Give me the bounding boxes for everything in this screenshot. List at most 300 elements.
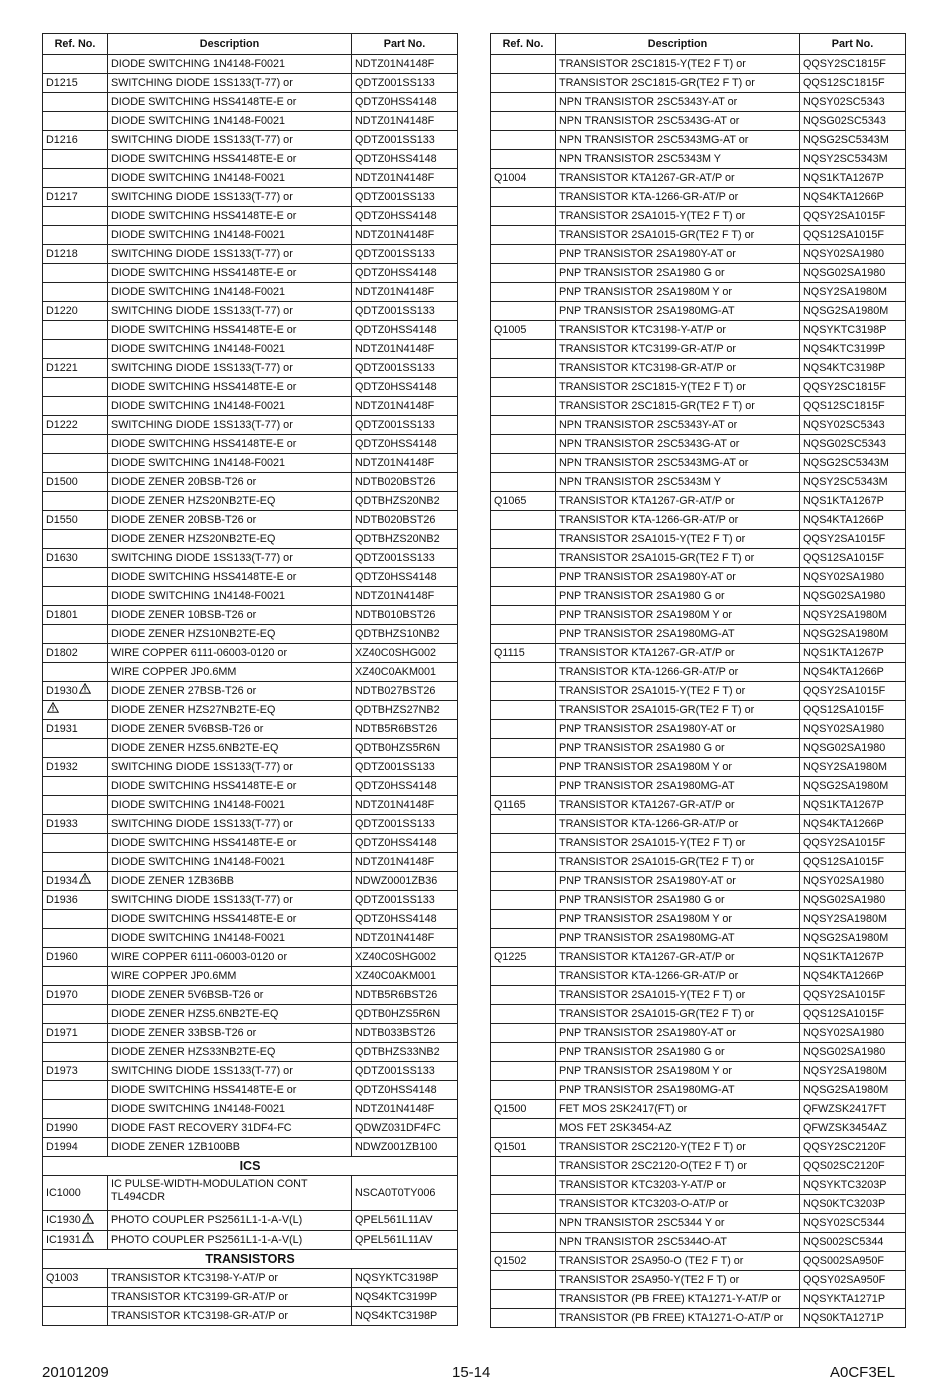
part-no-cell bbox=[800, 169, 906, 188]
description-cell bbox=[108, 549, 352, 568]
part-no-text: NQSG02SA1980 bbox=[803, 267, 886, 279]
part-no-text: QDTBHZS10NB2 bbox=[355, 628, 440, 640]
part-no-text: QQSY2SA1015F bbox=[803, 685, 886, 697]
description-cell bbox=[108, 568, 352, 587]
part-no-cell bbox=[352, 473, 458, 492]
table-row bbox=[43, 1306, 458, 1325]
description-cell bbox=[108, 1287, 352, 1306]
ref-no-text: D1973 bbox=[46, 1065, 78, 1078]
ref-no-cell bbox=[491, 1176, 556, 1195]
table-row bbox=[491, 188, 906, 207]
ref-no-cell bbox=[43, 511, 108, 530]
description-cell bbox=[556, 454, 800, 473]
description-text: NPN TRANSISTOR 2SC5343Y-AT or bbox=[559, 96, 738, 108]
description-cell bbox=[108, 188, 352, 207]
part-no-text: NDTZ01N4148F bbox=[355, 172, 435, 184]
description-text: TRANSISTOR KTA1267-GR-AT/P or bbox=[559, 799, 735, 811]
ref-no-text: Q1115 bbox=[494, 647, 525, 659]
table-row bbox=[43, 1024, 458, 1043]
part-no-cell bbox=[800, 207, 906, 226]
description-text: DIODE SWITCHING 1N4148-F0021 bbox=[111, 229, 285, 241]
description-text: TRANSISTOR KTC3198-Y-AT/P or bbox=[111, 1271, 279, 1284]
part-no-cell bbox=[800, 777, 906, 796]
ref-no-text: IC1930 bbox=[46, 1214, 81, 1227]
part-no-cell bbox=[800, 492, 906, 511]
description-cell bbox=[108, 416, 352, 435]
description-text: SWITCHING DIODE 1SS133(T-77) or bbox=[111, 1065, 293, 1078]
description-cell bbox=[108, 1176, 352, 1211]
description-cell bbox=[556, 1271, 800, 1290]
description-text: DIODE SWITCHING HSS4148TE-E or bbox=[111, 1084, 297, 1097]
part-no-cell bbox=[352, 169, 458, 188]
part-no-text: NQSYKTA1271P bbox=[803, 1293, 886, 1305]
part-no-cell bbox=[800, 530, 906, 549]
part-no-cell bbox=[352, 1005, 458, 1024]
table-row bbox=[491, 872, 906, 891]
description-cell bbox=[556, 150, 800, 169]
table-row bbox=[491, 1119, 906, 1138]
part-no-cell bbox=[800, 511, 906, 530]
description-text: TRANSISTOR KTA1267-GR-AT/P or bbox=[559, 647, 735, 659]
part-no-cell bbox=[352, 1062, 458, 1081]
ref-no-cell bbox=[43, 663, 108, 682]
part-no-cell bbox=[352, 701, 458, 720]
table-row bbox=[491, 1252, 906, 1271]
table-row bbox=[491, 796, 906, 815]
description-cell bbox=[108, 606, 352, 625]
part-no-text: QQSY2SA1015F bbox=[803, 533, 886, 545]
description-cell bbox=[108, 834, 352, 853]
ref-no-cell bbox=[43, 359, 108, 378]
table-row bbox=[491, 1081, 906, 1100]
description-cell bbox=[108, 1062, 352, 1081]
ref-no-cell bbox=[43, 93, 108, 112]
table-row bbox=[491, 1138, 906, 1157]
ref-no-cell bbox=[43, 188, 108, 207]
ref-no-cell bbox=[491, 1157, 556, 1176]
ref-no-cell bbox=[43, 226, 108, 245]
table-row bbox=[491, 625, 906, 644]
ref-no-cell bbox=[491, 549, 556, 568]
description-text: TRANSISTOR 2SA1015-GR(TE2 F T) or bbox=[559, 552, 755, 564]
ref-no-text: Q1165 bbox=[494, 799, 526, 811]
description-text: TRANSISTOR KTA-1266-GR-AT/P or bbox=[559, 191, 739, 203]
ref-no-cell bbox=[43, 55, 108, 74]
description-text: DIODE ZENER HZS10NB2TE-EQ bbox=[111, 628, 276, 640]
description-cell bbox=[556, 1081, 800, 1100]
description-text: PNP TRANSISTOR 2SA1980Y-AT or bbox=[559, 723, 736, 735]
part-no-cell bbox=[800, 739, 906, 758]
part-no-text: NQSG2SC5343M bbox=[803, 134, 889, 146]
description-cell bbox=[108, 777, 352, 796]
part-no-text: NQSY02SC5344 bbox=[803, 1217, 885, 1229]
description-text: TRANSISTOR 2SA1015-Y(TE2 F T) or bbox=[559, 533, 746, 545]
ref-no-cell bbox=[491, 1195, 556, 1214]
description-cell bbox=[108, 131, 352, 150]
description-text: TRANSISTOR 2SA1015-GR(TE2 F T) or bbox=[559, 229, 755, 241]
description-cell bbox=[108, 245, 352, 264]
description-cell bbox=[556, 644, 800, 663]
ref-no-cell bbox=[491, 188, 556, 207]
ref-no-text: Q1004 bbox=[494, 172, 527, 184]
table-row bbox=[43, 1081, 458, 1100]
description-cell bbox=[108, 682, 352, 701]
description-cell bbox=[556, 853, 800, 872]
part-no-text: QDTZ0HSS4148 bbox=[355, 324, 437, 336]
ref-no-cell bbox=[491, 834, 556, 853]
ref-no-cell bbox=[491, 929, 556, 948]
description-text: DIODE ZENER 1ZB36BB bbox=[111, 875, 234, 888]
description-text: DIODE SWITCHING 1N4148-F0021 bbox=[111, 115, 285, 127]
part-no-cell bbox=[352, 644, 458, 663]
table-row bbox=[491, 112, 906, 131]
part-no-cell bbox=[352, 739, 458, 758]
part-no-cell bbox=[800, 720, 906, 739]
part-no-text: QQS12SA1015F bbox=[803, 704, 885, 716]
ref-no-text: D1218 bbox=[46, 248, 78, 260]
description-text: TRANSISTOR 2SA1015-Y(TE2 F T) or bbox=[559, 210, 746, 222]
part-no-cell bbox=[352, 302, 458, 321]
part-no-cell bbox=[352, 1287, 458, 1306]
footer-date: 20101209 bbox=[42, 1364, 109, 1381]
description-cell bbox=[108, 530, 352, 549]
table-row bbox=[491, 169, 906, 188]
description-text: DIODE SWITCHING 1N4148-F0021 bbox=[111, 590, 285, 602]
description-cell bbox=[108, 264, 352, 283]
description-cell bbox=[556, 1043, 800, 1062]
description-cell bbox=[556, 93, 800, 112]
ref-no-text: D1221 bbox=[46, 362, 78, 374]
description-cell bbox=[556, 568, 800, 587]
part-no-text: XZ40C0AKM001 bbox=[355, 970, 437, 983]
description-text: TRANSISTOR 2SA1015-GR(TE2 F T) or bbox=[559, 1008, 755, 1020]
table-row bbox=[491, 1290, 906, 1309]
table-row bbox=[43, 1176, 458, 1211]
part-no-text: NSCA0T0TY006 bbox=[355, 1186, 436, 1199]
part-no-text: NDTB5R6BST26 bbox=[355, 989, 438, 1002]
part-no-header: Part No. bbox=[800, 34, 906, 55]
description-text: PNP TRANSISTOR 2SA1980Y-AT or bbox=[559, 875, 736, 887]
description-text: PNP TRANSISTOR 2SA1980M Y or bbox=[559, 1065, 733, 1077]
table-row bbox=[491, 986, 906, 1005]
description-text: TRANSISTOR KTC3198-Y-AT/P or bbox=[559, 324, 727, 336]
part-no-text: QDTZ001SS133 bbox=[355, 761, 435, 774]
description-text: TRANSISTOR 2SC1815-Y(TE2 F T) or bbox=[559, 58, 746, 70]
table-row bbox=[43, 910, 458, 929]
part-no-text: NDTZ01N4148F bbox=[355, 856, 435, 869]
part-no-cell bbox=[800, 55, 906, 74]
part-no-cell bbox=[800, 1290, 906, 1309]
description-text: NPN TRANSISTOR 2SC5343M Y bbox=[559, 153, 722, 165]
ref-no-cell bbox=[491, 606, 556, 625]
description-text: SWITCHING DIODE 1SS133(T-77) or bbox=[111, 134, 293, 146]
ref-no-text: D1934 bbox=[46, 875, 78, 888]
table-row bbox=[491, 264, 906, 283]
description-cell bbox=[108, 397, 352, 416]
part-no-cell bbox=[352, 112, 458, 131]
table-row bbox=[43, 169, 458, 188]
description-cell bbox=[556, 910, 800, 929]
part-no-text: NQSG02SC5343 bbox=[803, 115, 886, 127]
part-no-text: QDTZ0HSS4148 bbox=[355, 267, 437, 279]
part-no-cell bbox=[352, 283, 458, 302]
part-no-text: XZ40C0SHG002 bbox=[355, 647, 437, 659]
table-row bbox=[43, 1287, 458, 1306]
description-text: TRANSISTOR 2SA950-O (TE2 F T) or bbox=[559, 1255, 744, 1267]
part-no-text: QDTZ0HSS4148 bbox=[355, 837, 437, 850]
part-no-text: NQSG02SA1980 bbox=[803, 894, 886, 906]
part-no-text: QDTZ001SS133 bbox=[355, 305, 435, 317]
description-text: DIODE ZENER HZS27NB2TE-EQ bbox=[111, 704, 276, 717]
description-header: Description bbox=[556, 34, 800, 55]
footer-model-code: A0CF3EL bbox=[830, 1364, 896, 1381]
table-row bbox=[491, 1005, 906, 1024]
description-text: NPN TRANSISTOR 2SC5343G-AT or bbox=[559, 438, 740, 450]
ref-no-text: D1990 bbox=[46, 1122, 78, 1135]
ref-no-cell bbox=[43, 264, 108, 283]
part-no-cell bbox=[800, 701, 906, 720]
table-row bbox=[491, 1195, 906, 1214]
description-text: TRANSISTOR KTC3199-GR-AT/P or bbox=[559, 343, 736, 355]
ref-no-cell bbox=[491, 302, 556, 321]
table-row bbox=[491, 758, 906, 777]
part-no-text: NQS4KTC3199P bbox=[355, 1290, 438, 1303]
ref-no-cell bbox=[43, 986, 108, 1005]
part-no-cell bbox=[352, 872, 458, 891]
part-no-text: QQS12SC1815F bbox=[803, 400, 885, 412]
description-cell bbox=[108, 169, 352, 188]
ref-no-cell bbox=[43, 454, 108, 473]
description-cell bbox=[108, 302, 352, 321]
table-row bbox=[43, 815, 458, 834]
part-no-cell bbox=[800, 891, 906, 910]
ref-no-cell bbox=[491, 169, 556, 188]
ref-no-text: Q1003 bbox=[46, 1271, 79, 1284]
table-row bbox=[491, 454, 906, 473]
description-cell bbox=[108, 1081, 352, 1100]
part-no-text: NQSG2SA1980M bbox=[803, 932, 889, 944]
table-row bbox=[491, 321, 906, 340]
part-no-cell bbox=[352, 1024, 458, 1043]
part-no-cell bbox=[352, 796, 458, 815]
description-cell bbox=[556, 302, 800, 321]
part-no-cell bbox=[352, 967, 458, 986]
ref-no-cell bbox=[43, 1005, 108, 1024]
ref-no-cell bbox=[43, 150, 108, 169]
description-cell bbox=[556, 1290, 800, 1309]
ref-no-cell bbox=[491, 587, 556, 606]
description-cell bbox=[108, 739, 352, 758]
ref-no-cell bbox=[491, 701, 556, 720]
description-text: PNP TRANSISTOR 2SA1980MG-AT bbox=[559, 780, 735, 792]
description-text: NPN TRANSISTOR 2SC5343G-AT or bbox=[559, 115, 740, 127]
description-cell bbox=[556, 739, 800, 758]
part-no-text: NQSYKTC3198P bbox=[803, 324, 887, 336]
table-row bbox=[491, 739, 906, 758]
part-no-cell bbox=[352, 492, 458, 511]
ref-no-cell bbox=[491, 112, 556, 131]
ref-no-text: D1932 bbox=[46, 761, 78, 774]
description-text: DIODE ZENER 5V6BSB-T26 or bbox=[111, 989, 264, 1002]
table-row bbox=[491, 435, 906, 454]
part-no-cell bbox=[352, 1268, 458, 1287]
table-row bbox=[43, 701, 458, 720]
part-no-cell bbox=[800, 1233, 906, 1252]
description-text: PNP TRANSISTOR 2SA1980 G or bbox=[559, 894, 725, 906]
description-header: Description bbox=[108, 34, 352, 55]
part-no-cell bbox=[352, 1100, 458, 1119]
description-cell bbox=[556, 112, 800, 131]
part-no-text: NQS002SC5344 bbox=[803, 1236, 884, 1248]
table-row bbox=[43, 625, 458, 644]
description-cell bbox=[108, 967, 352, 986]
part-no-text: NQS1KTA1267P bbox=[803, 172, 884, 184]
part-no-cell bbox=[352, 226, 458, 245]
description-cell bbox=[556, 188, 800, 207]
table-row bbox=[491, 1271, 906, 1290]
part-no-text: NQSG2SA1980M bbox=[803, 305, 889, 317]
part-no-cell bbox=[800, 226, 906, 245]
part-no-text: NQS4KTC3198P bbox=[803, 362, 886, 374]
table-row bbox=[491, 967, 906, 986]
ref-no-cell bbox=[491, 397, 556, 416]
ref-no-cell bbox=[491, 853, 556, 872]
description-text: SWITCHING DIODE 1SS133(T-77) or bbox=[111, 305, 293, 317]
table-row bbox=[491, 1214, 906, 1233]
table-row bbox=[43, 1138, 458, 1157]
description-text: TRANSISTOR (PB FREE) KTA1271-O-AT/P or bbox=[559, 1312, 784, 1324]
ref-no-cell bbox=[491, 720, 556, 739]
part-no-text: QDTBHZS20NB2 bbox=[355, 533, 440, 545]
ref-no-cell bbox=[43, 245, 108, 264]
table-row bbox=[43, 891, 458, 910]
ref-no-cell bbox=[43, 1268, 108, 1287]
ref-no-text: D1931 bbox=[46, 723, 78, 736]
part-no-text: NQSY2SC5343M bbox=[803, 153, 888, 165]
description-text: PNP TRANSISTOR 2SA1980M Y or bbox=[559, 286, 733, 298]
part-no-cell bbox=[352, 606, 458, 625]
part-no-text: QQSY2SA1015F bbox=[803, 210, 886, 222]
ref-no-cell bbox=[43, 397, 108, 416]
description-text: DIODE ZENER 5V6BSB-T26 or bbox=[111, 723, 264, 736]
part-no-cell bbox=[352, 530, 458, 549]
ref-no-text: Q1502 bbox=[494, 1255, 527, 1267]
description-text: IC PULSE-WIDTH-MODULATION CONT TL494CDR bbox=[111, 1178, 308, 1204]
part-no-text: NQSG02SA1980 bbox=[803, 742, 886, 754]
ref-no-cell bbox=[43, 967, 108, 986]
part-no-cell bbox=[352, 359, 458, 378]
description-cell bbox=[108, 150, 352, 169]
part-no-text: NDTZ01N4148F bbox=[355, 400, 435, 412]
ref-no-cell bbox=[491, 1062, 556, 1081]
safety-warning-icon bbox=[47, 701, 59, 719]
part-no-cell bbox=[800, 1119, 906, 1138]
part-no-cell bbox=[352, 834, 458, 853]
part-no-text: NQSY02SC5343 bbox=[803, 419, 885, 431]
description-text: DIODE SWITCHING HSS4148TE-E or bbox=[111, 571, 297, 583]
table-row bbox=[491, 1024, 906, 1043]
ref-no-cell bbox=[491, 1100, 556, 1119]
ref-no-text: Q1501 bbox=[494, 1141, 527, 1153]
table-row bbox=[43, 929, 458, 948]
part-no-text: NQS4KTA1266P bbox=[803, 514, 884, 526]
part-no-cell bbox=[800, 568, 906, 587]
ref-no-cell bbox=[491, 777, 556, 796]
description-text: TRANSISTOR KTA-1266-GR-AT/P or bbox=[559, 970, 739, 982]
description-text: TRANSISTOR 2SA950-Y(TE2 F T) or bbox=[559, 1274, 740, 1286]
part-no-text: NDWZ0001ZB36 bbox=[355, 875, 438, 888]
description-cell bbox=[556, 530, 800, 549]
description-cell bbox=[556, 416, 800, 435]
ref-no-cell bbox=[43, 1306, 108, 1325]
ref-no-cell bbox=[43, 644, 108, 663]
part-no-cell bbox=[800, 549, 906, 568]
description-cell bbox=[556, 1119, 800, 1138]
description-cell bbox=[556, 834, 800, 853]
part-no-text: QDTZ001SS133 bbox=[355, 134, 435, 146]
table-row bbox=[43, 663, 458, 682]
part-no-cell bbox=[800, 378, 906, 397]
part-no-cell bbox=[352, 891, 458, 910]
description-text: SWITCHING DIODE 1SS133(T-77) or bbox=[111, 362, 293, 374]
ref-no-cell bbox=[491, 473, 556, 492]
table-row bbox=[43, 682, 458, 701]
part-no-text: NDTZ01N4148F bbox=[355, 457, 435, 469]
part-no-text: QDTBHZS33NB2 bbox=[355, 1046, 440, 1059]
table-row bbox=[491, 1309, 906, 1328]
description-cell bbox=[108, 378, 352, 397]
ref-no-cell bbox=[43, 340, 108, 359]
table-row bbox=[43, 1062, 458, 1081]
description-text: DIODE SWITCHING HSS4148TE-E or bbox=[111, 210, 297, 222]
table-row bbox=[491, 1176, 906, 1195]
ref-no-cell bbox=[43, 701, 108, 720]
table-row bbox=[43, 606, 458, 625]
description-text: DIODE ZENER 27BSB-T26 or bbox=[111, 685, 257, 698]
description-text: TRANSISTOR KTC3203-Y-AT/P or bbox=[559, 1179, 727, 1191]
part-no-cell bbox=[800, 1271, 906, 1290]
description-text: WIRE COPPER JP0.6MM bbox=[111, 666, 237, 678]
description-cell bbox=[556, 587, 800, 606]
safety-warning-icon bbox=[79, 872, 91, 890]
ref-no-text: D1215 bbox=[46, 77, 78, 89]
ref-no-cell bbox=[43, 302, 108, 321]
description-text: SWITCHING DIODE 1SS133(T-77) or bbox=[111, 191, 293, 203]
table-row bbox=[491, 74, 906, 93]
table-row bbox=[43, 948, 458, 967]
part-no-text: NQSY2SA1980M bbox=[803, 913, 888, 925]
description-cell bbox=[108, 1024, 352, 1043]
description-cell bbox=[556, 1062, 800, 1081]
part-no-text: QDTZ001SS133 bbox=[355, 818, 435, 831]
description-cell bbox=[108, 112, 352, 131]
ref-no-text: D1220 bbox=[46, 305, 78, 317]
part-no-cell bbox=[800, 910, 906, 929]
part-no-cell bbox=[352, 948, 458, 967]
part-no-cell bbox=[800, 473, 906, 492]
description-cell bbox=[556, 245, 800, 264]
description-cell bbox=[556, 948, 800, 967]
table-row bbox=[491, 1043, 906, 1062]
description-cell bbox=[556, 872, 800, 891]
description-cell bbox=[556, 378, 800, 397]
part-no-cell bbox=[800, 815, 906, 834]
part-no-text: NDTB5R6BST26 bbox=[355, 723, 438, 736]
description-text: PNP TRANSISTOR 2SA1980MG-AT bbox=[559, 628, 735, 640]
ref-no-cell bbox=[491, 739, 556, 758]
ref-no-cell bbox=[491, 1252, 556, 1271]
description-cell bbox=[108, 93, 352, 112]
